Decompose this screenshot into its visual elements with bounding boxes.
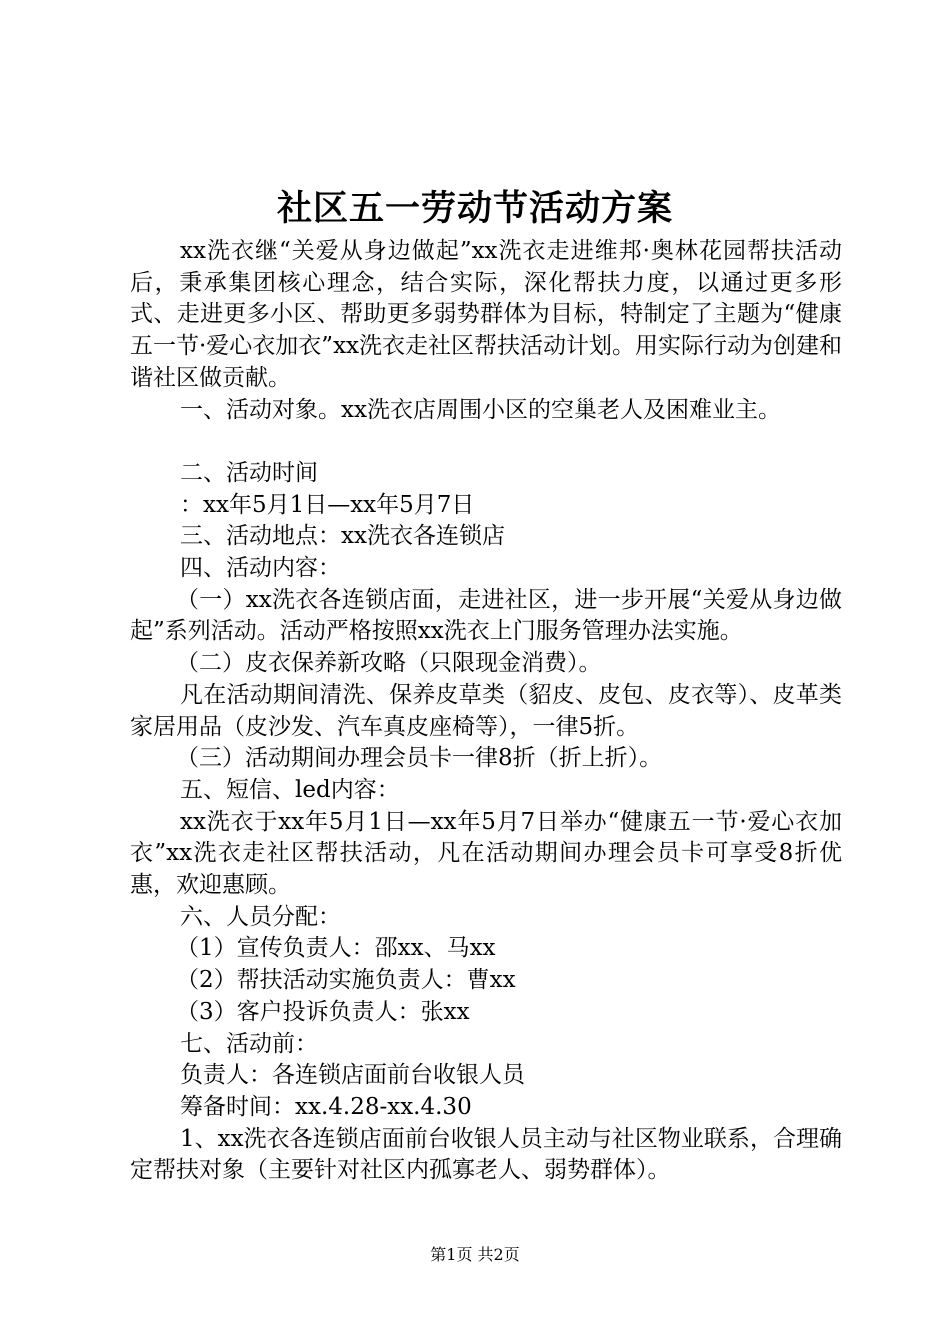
staff-item-3: （3）客户投诉负责人：张xx (176, 998, 470, 1025)
section-before-heading: 七、活动前： (180, 1030, 318, 1057)
document-title: 社区五一劳动节活动方案 (276, 188, 673, 229)
document-body (130, 236, 842, 1187)
before-step-1: 1、xx洗衣各连锁店面前台收银人员主动与社区物业联系，合理确定帮扶对象（主要针对社区内孤寡老人、弱势群体）。 (130, 1125, 842, 1184)
content-item-2: （二）皮衣保养新攻略（只限现金消费）。 (176, 650, 602, 677)
section-sms-heading: 五、短信、led内容： (180, 776, 400, 803)
section-target: 一、活动对象。xx洗衣店周围小区的空巢老人及困难业主。 (180, 396, 781, 423)
content-item-1: （一）xx洗衣各连锁店面，走进社区，进一步开展“关爱从身边做起”系列活动。活动严格按照xx洗衣上门服务管理办法实施。 (130, 586, 842, 645)
content-item-2-detail: 凡在活动期间清洗、保养皮草类（貂皮、皮包、皮衣等）、皮革类家居用品（皮沙发、汽车真皮座椅等），一律5折。 (130, 681, 842, 740)
page-footer: 第1页 共2页 (430, 1245, 520, 1264)
staff-item-1: （1）宣传负责人：邵xx、马xx (176, 935, 496, 962)
staff-item-2: （2）帮扶活动实施负责人：曹xx (176, 967, 516, 994)
section-staff-heading: 六、人员分配： (180, 903, 341, 930)
section-time-heading: 二、活动时间 (180, 459, 318, 486)
section-time-value: ：xx年5月1日—xx年5月7日 (180, 491, 475, 518)
section-location: 三、活动地点：xx洗衣各连锁店 (180, 523, 505, 550)
sms-content: xx洗衣于xx年5月1日—xx年5月7日举办“健康五一节·爱心衣加衣”xx洗衣走社区帮扶活动，凡在活动期间办理会员卡可享受8折优惠，欢迎惠顾。 (130, 808, 842, 899)
before-prep-time: 筹备时间：xx.4.28-xx.4.30 (180, 1093, 472, 1120)
intro-paragraph: xx洗衣继“关爱从身边做起”xx洗衣走进维邦·奥林花园帮扶活动后，秉承集团核心理念，结合实际，深化帮扶力度，以通过更多形式、走进更多小区、帮助更多弱势群体为目标，特制定了主题为“健康五一节·爱心衣加衣”xx洗衣走社区帮扶活动计划。用实际行动为创建和谐社区做贡献。 (130, 238, 843, 391)
section-content-heading: 四、活动内容： (180, 555, 341, 582)
content-item-3: （三）活动期间办理会员卡一律8折（折上折）。 (176, 745, 663, 772)
before-owner: 负责人：各连锁店面前台收银人员 (180, 1062, 525, 1089)
blank-line (130, 426, 842, 458)
